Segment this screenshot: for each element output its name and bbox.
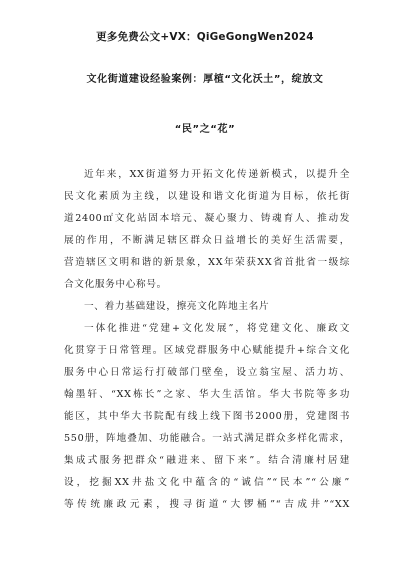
- body-line: 营造辖区文明和谐的新景象，XX年荣获XX省首批省一级综: [64, 257, 350, 268]
- section-heading: 一、着力基础建设，擦亮文化阵地主名片: [84, 301, 270, 312]
- body-line: 化贯穿于日常管理。区域党群服务中心赋能提升+综合文化: [64, 345, 350, 356]
- body-line: 合文化服务中心称号。: [64, 279, 167, 290]
- body-line: 展的作用，不断满足辖区群众日益增长的美好生活需要，: [64, 235, 350, 246]
- document-body: [64, 164, 350, 516]
- body-line: 翰墨轩、“XX栋长”之家、华大生活馆。华大书院等多功: [64, 389, 350, 400]
- body-line: 等传统廉政元素，搜寻街道“大锣桶”“吉成井”“XX: [64, 499, 350, 510]
- body-line: 550册，阵地叠加、功能融合。一站式满足群众多样化需求，: [64, 433, 350, 444]
- promo-header: 更多免费公文+VX：QiGeGongWen2024: [96, 31, 314, 43]
- body-line: 民文化素质为主线，以建设和谐文化街道为目标，依托街: [64, 191, 350, 202]
- body-line: 道2400㎡文化站固本培元、凝心聚力、铸魂育人、推动发: [64, 213, 350, 224]
- body-line: 近年来，XX街道努力开拓文化传递新模式，以提升全: [84, 169, 350, 180]
- body-line: 设，挖掘XX井盐文化中蕴含的“诚信”“民本”“公廉”: [64, 477, 350, 488]
- body-line: 服务中心日常运行打破部门壁垒，设立翁宝屋、活力坊、: [64, 367, 350, 378]
- body-line: 能区，其中华大书院配有线上线下图书2000册，党建图书: [64, 411, 350, 422]
- body-line: 一体化推进“党建+文化发展”，将党建文化、廉政文: [84, 323, 350, 334]
- document-title-line-2: “民”之“花”: [174, 124, 236, 135]
- document-title-line-1: 文化街道建设经验案例：厚植“文化沃土”，绽放文: [86, 74, 324, 85]
- body-line: 集成式服务把群众“融进来、留下来”。结合清廉村居建: [64, 455, 350, 466]
